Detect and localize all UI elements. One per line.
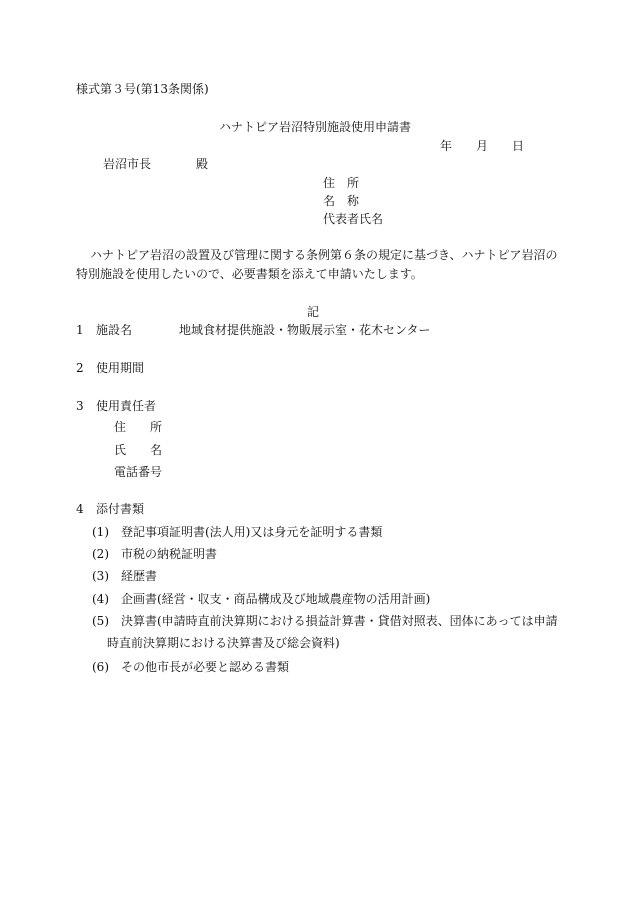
date-day-label: 日 (512, 139, 525, 153)
attachment-5-text: 決算書(申請時直前決算期における損益計算書・貸借対照表、団体にあっては申請 (121, 614, 558, 628)
attachment-4-text: 企画書(経営・収支・商品構成及び地域農産物の活用計画) (121, 592, 431, 606)
body-line-2: 特別施設を使用したいので、必要書類を添えて申請いたします。 (76, 267, 423, 281)
body-line-1: ハナトピア岩沼の設置及び管理に関する条例第６条の規定に基づき、ハナトピア岩沼の (90, 248, 558, 262)
item-1-number: 1 (76, 323, 84, 337)
addressee-honorific: 殿 (196, 157, 209, 171)
attachment-5-text-continued: 時直前決算期における決算書及び総会資料) (107, 636, 340, 650)
applicant-representative-label: 代表者氏名 (323, 212, 384, 226)
item-1-label: 施設名 (96, 323, 133, 337)
attachment-3-text: 経歴書 (121, 569, 158, 583)
attachment-5-number: (5) (92, 614, 109, 628)
responsible-address-label: 住 所 (114, 420, 163, 434)
attachment-2-number: (2) (92, 547, 109, 561)
attachment-6-number: (6) (92, 660, 109, 674)
item-4-number: 4 (76, 502, 84, 516)
attachment-3-number: (3) (92, 569, 109, 583)
form-number: 様式第３号(第13条関係) (76, 82, 209, 96)
date-month-label: 月 (476, 139, 489, 153)
responsible-name-label: 氏 名 (114, 443, 163, 457)
item-4-label: 添付書類 (96, 502, 145, 516)
responsible-phone-label: 電話番号 (114, 465, 163, 479)
addressee-name: 岩沼市長 (103, 157, 152, 171)
item-2-number: 2 (76, 361, 84, 375)
item-3-label: 使用責任者 (96, 399, 157, 413)
record-label: 記 (307, 305, 320, 319)
date-year-label: 年 (440, 139, 453, 153)
item-2-label: 使用期間 (96, 361, 145, 375)
item-1-value: 地域食材提供施設・物販展示室・花木センター (179, 323, 431, 337)
applicant-name-label: 名 称 (323, 194, 360, 208)
attachment-4-number: (4) (92, 592, 109, 606)
attachment-6-text: その他市長が必要と認める書類 (121, 660, 290, 674)
form-title: ハナトピア岩沼特別施設使用申請書 (219, 120, 412, 134)
item-3-number: 3 (76, 399, 84, 413)
attachment-1-number: (1) (92, 525, 109, 539)
attachment-1-text: 登記事項証明書(法人用)又は身元を証明する書類 (121, 525, 383, 539)
applicant-address-label: 住 所 (323, 176, 360, 190)
attachment-2-text: 市税の納税証明書 (121, 547, 218, 561)
